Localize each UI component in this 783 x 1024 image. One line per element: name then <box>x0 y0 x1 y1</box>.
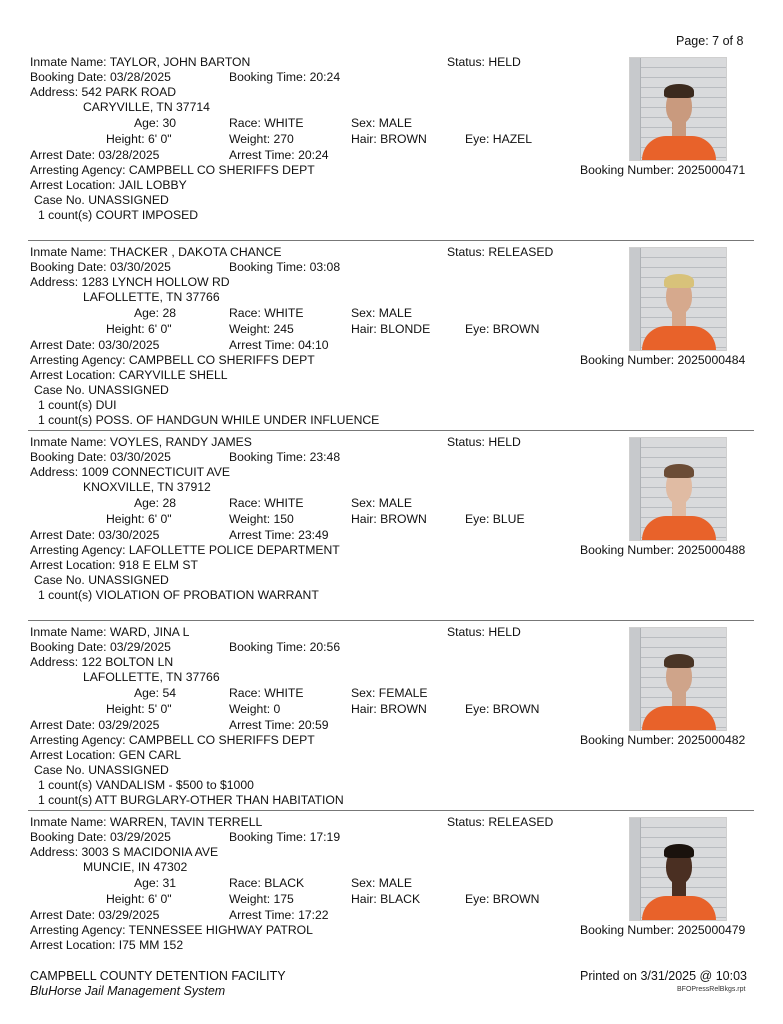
inmate-record <box>0 432 783 622</box>
height: Height: 6' 0" <box>106 322 172 336</box>
arrest-location: Arrest Location: CARYVILLE SHELL <box>30 368 228 382</box>
booking-date: Booking Date: 03/28/2025 <box>30 70 171 84</box>
orange-uniform-shape <box>642 516 716 541</box>
hair: Hair: BROWN <box>351 702 427 716</box>
orange-uniform-shape <box>642 136 716 161</box>
weight: Weight: 270 <box>229 132 294 146</box>
arresting-agency: Arresting Agency: CAMPBELL CO SHERIFFS DEPT <box>30 353 315 367</box>
charge-item: 1 count(s) COURT IMPOSED <box>38 208 199 222</box>
age: Age: 30 <box>134 116 177 130</box>
orange-uniform-shape <box>642 896 716 921</box>
booking-time: Booking Time: 23:48 <box>229 450 341 464</box>
weight: Weight: 150 <box>229 512 294 526</box>
booking-date: Booking Date: 03/29/2025 <box>30 830 171 844</box>
mugshot-photo <box>629 817 727 921</box>
booking-time: Booking Time: 17:19 <box>229 830 341 844</box>
eye: Eye: BROWN <box>465 322 540 336</box>
inmate-name: Inmate Name: WARD, JINA L <box>30 625 190 639</box>
race: Race: WHITE <box>229 496 304 510</box>
orange-uniform-shape <box>642 706 716 731</box>
sex: Sex: FEMALE <box>351 686 428 700</box>
status-text: Status: HELD <box>447 435 521 449</box>
weight: Weight: 245 <box>229 322 294 336</box>
inmate-name: Inmate Name: VOYLES, RANDY JAMES <box>30 435 252 449</box>
status-text: Status: RELEASED <box>447 245 554 259</box>
charge-item: 1 count(s) ATT BURGLARY-OTHER THAN HABITATION <box>38 793 344 807</box>
inmate-name: Inmate Name: WARREN, TAVIN TERRELL <box>30 815 263 829</box>
booking-time: Booking Time: 03:08 <box>229 260 341 274</box>
report-filename: BFOPressRelBkgs.rpt <box>677 986 746 993</box>
sex: Sex: MALE <box>351 116 412 130</box>
address-line1: Address: 3003 S MACIDONIA AVE <box>30 845 219 859</box>
mugshot-photo <box>629 627 727 731</box>
address-line1: Address: 1283 LYNCH HOLLOW RD <box>30 275 230 289</box>
arrest-time: Arrest Time: 20:24 <box>229 148 329 162</box>
inmate-name: Inmate Name: TAYLOR, JOHN BARTON <box>30 55 251 69</box>
age: Age: 28 <box>134 306 177 320</box>
eye: Eye: HAZEL <box>465 132 533 146</box>
weight: Weight: 175 <box>229 892 294 906</box>
address-line1: Address: 1009 CONNECTICUIT AVE <box>30 465 231 479</box>
sex: Sex: MALE <box>351 306 412 320</box>
inmate-name: Inmate Name: THACKER , DAKOTA CHANCE <box>30 245 282 259</box>
arresting-agency: Arresting Agency: LAFOLLETTE POLICE DEPARTMENT <box>30 543 340 557</box>
height-chart-icon <box>630 248 641 350</box>
booking-number: Booking Number: 2025000484 <box>580 353 746 367</box>
height-chart-icon <box>630 58 641 160</box>
arrest-location: Arrest Location: JAIL LOBBY <box>30 178 187 192</box>
mugshot-photo <box>629 247 727 351</box>
record-separator <box>28 810 754 811</box>
booking-date: Booking Date: 03/30/2025 <box>30 260 171 274</box>
status-text: Status: RELEASED <box>447 815 554 829</box>
inmate-record <box>0 242 783 432</box>
booking-number: Booking Number: 2025000482 <box>580 733 746 747</box>
inmate-record <box>0 622 783 812</box>
address-line2: KNOXVILLE, TN 37912 <box>83 480 211 494</box>
height: Height: 6' 0" <box>106 132 172 146</box>
record-separator <box>28 430 754 431</box>
sex: Sex: MALE <box>351 496 412 510</box>
eye: Eye: BLUE <box>465 512 525 526</box>
hair: Hair: BROWN <box>351 512 427 526</box>
arrest-date: Arrest Date: 03/29/2025 <box>30 718 160 732</box>
arrest-location: Arrest Location: 918 E ELM ST <box>30 558 198 572</box>
arrest-time: Arrest Time: 17:22 <box>229 908 329 922</box>
address-line2: LAFOLLETTE, TN 37766 <box>83 670 220 684</box>
address-line1: Address: 542 PARK ROAD <box>30 85 177 99</box>
eye: Eye: BROWN <box>465 702 540 716</box>
arrest-date: Arrest Date: 03/30/2025 <box>30 528 160 542</box>
height-chart-icon <box>630 438 641 540</box>
hair-shape <box>664 654 694 668</box>
eye: Eye: BROWN <box>465 892 540 906</box>
arrest-location: Arrest Location: I75 MM 152 <box>30 938 184 952</box>
booking-date: Booking Date: 03/30/2025 <box>30 450 171 464</box>
hair: Hair: BLONDE <box>351 322 431 336</box>
height-chart-icon <box>630 818 641 920</box>
hair: Hair: BROWN <box>351 132 427 146</box>
address-line2: MUNCIE, IN 47302 <box>83 860 188 874</box>
footer-facility: CAMPBELL COUNTY DETENTION FACILITY <box>30 969 286 983</box>
charge-item: 1 count(s) VANDALISM - $500 to $1000 <box>38 778 254 792</box>
status-text: Status: HELD <box>447 625 521 639</box>
printed-timestamp: Printed on 3/31/2025 @ 10:03 <box>580 969 747 983</box>
race: Race: WHITE <box>229 306 304 320</box>
age: Age: 31 <box>134 876 177 890</box>
age: Age: 28 <box>134 496 177 510</box>
status-text: Status: HELD <box>447 55 521 69</box>
address-line2: CARYVILLE, TN 37714 <box>83 100 210 114</box>
address-line1: Address: 122 BOLTON LN <box>30 655 174 669</box>
arresting-agency: Arresting Agency: CAMPBELL CO SHERIFFS DEPT <box>30 733 315 747</box>
height: Height: 6' 0" <box>106 512 172 526</box>
mugshot-photo <box>629 57 727 161</box>
arresting-agency: Arresting Agency: TENNESSEE HIGHWAY PATROL <box>30 923 313 937</box>
booking-number: Booking Number: 2025000488 <box>580 543 746 557</box>
arrest-time: Arrest Time: 04:10 <box>229 338 329 352</box>
hair-shape <box>664 274 694 288</box>
arrest-time: Arrest Time: 23:49 <box>229 528 329 542</box>
footer-system: BluHorse Jail Management System <box>30 984 226 998</box>
case-number: Case No. UNASSIGNED <box>34 573 169 587</box>
sex: Sex: MALE <box>351 876 412 890</box>
race: Race: WHITE <box>229 116 304 130</box>
orange-uniform-shape <box>642 326 716 351</box>
address-line2: LAFOLLETTE, TN 37766 <box>83 290 220 304</box>
charge-item: 1 count(s) DUI <box>38 398 117 412</box>
case-number: Case No. UNASSIGNED <box>34 383 169 397</box>
age: Age: 54 <box>134 686 177 700</box>
booking-number: Booking Number: 2025000471 <box>580 163 746 177</box>
hair: Hair: BLACK <box>351 892 421 906</box>
booking-time: Booking Time: 20:24 <box>229 70 341 84</box>
page-label: Page: 7 of 8 <box>676 34 744 48</box>
race: Race: BLACK <box>229 876 305 890</box>
record-separator <box>28 240 754 241</box>
arrest-date: Arrest Date: 03/30/2025 <box>30 338 160 352</box>
arresting-agency: Arresting Agency: CAMPBELL CO SHERIFFS DEPT <box>30 163 315 177</box>
record-separator <box>28 620 754 621</box>
case-number: Case No. UNASSIGNED <box>34 763 169 777</box>
booking-date: Booking Date: 03/29/2025 <box>30 640 171 654</box>
weight: Weight: 0 <box>229 702 281 716</box>
arrest-location: Arrest Location: GEN CARL <box>30 748 182 762</box>
inmate-record <box>0 52 783 242</box>
arrest-time: Arrest Time: 20:59 <box>229 718 329 732</box>
hair-shape <box>664 844 694 858</box>
hair-shape <box>664 84 694 98</box>
mugshot-photo <box>629 437 727 541</box>
charge-item: 1 count(s) VIOLATION OF PROBATION WARRANT <box>38 588 319 602</box>
hair-shape <box>664 464 694 478</box>
arrest-date: Arrest Date: 03/28/2025 <box>30 148 160 162</box>
booking-time: Booking Time: 20:56 <box>229 640 341 654</box>
case-number: Case No. UNASSIGNED <box>34 193 169 207</box>
charge-item: 1 count(s) POSS. OF HANDGUN WHILE UNDER INFLUENCE <box>38 413 380 427</box>
height: Height: 6' 0" <box>106 892 172 906</box>
race: Race: WHITE <box>229 686 304 700</box>
arrest-date: Arrest Date: 03/29/2025 <box>30 908 160 922</box>
height-chart-icon <box>630 628 641 730</box>
height: Height: 5' 0" <box>106 702 172 716</box>
booking-number: Booking Number: 2025000479 <box>580 923 746 937</box>
